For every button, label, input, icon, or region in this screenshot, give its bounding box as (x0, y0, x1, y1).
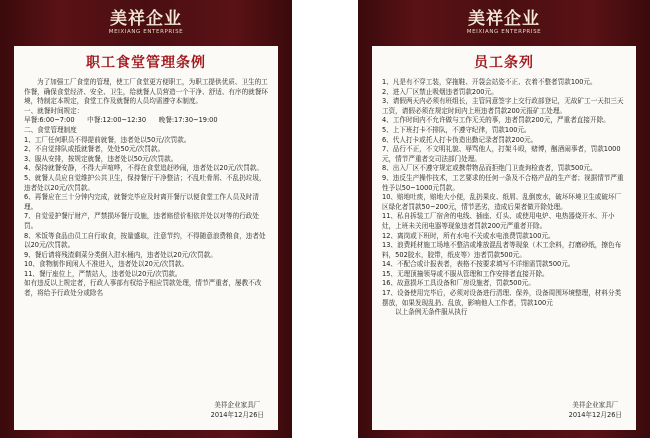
footer-organization: 美祥企业家具厂 (214, 401, 261, 409)
rule-paragraph: 如有违反以上规定者，行政人事部有权给予相应罚款处理，情节严重者，屡教不改者，将给予行政处分或除名 (24, 279, 262, 298)
rule-paragraph: 9、违反生产操作技术，工艺要求的任何一条及不合格产品的生产者；视据情节严重性予以50~1000元罚款。 (382, 173, 624, 192)
rule-paragraph: 12、离岗或下班时，所有水电不关或水电浪费罚款100元。 (382, 231, 555, 240)
document-footer (569, 400, 622, 420)
brand-logo-chinese: 美祥企业 (468, 9, 540, 29)
brand-logo-english: MEIXIANG ENTERPRISE (108, 29, 184, 35)
rule-paragraph: 13、浪费耗材施工场地不整洁或堆放混乱者等现象（木工余料，打磨砂纸，擦色布料，502胶水，胶带，纸皮等）违者罚款500元。 (382, 241, 622, 259)
footer-date: 2014年12月26日 (568, 411, 622, 419)
rule-paragraph: 1、凡是有不穿工装，穿拖鞋、开袋会站姿不正、衣着不整者罚款100元。 (382, 78, 597, 86)
rule-paragraph: 以上条例无条件服从执行 (395, 308, 468, 317)
rule-paragraph: 8、米饭等食品由员工自行取食，按量盛取，注意节约，不得随意浪费粮食，违者处以20元/次罚款。 (24, 231, 266, 250)
rule-paragraph: 17、设备使用完毕后，必须对设备进行清理、保养，设备周围环境整理，材料分类摆放，如果发现乱扔、乱放，影响他人工作者，罚款100元 (382, 289, 622, 307)
rule-paragraph: 16、故意损坏工具设备和厂房设施者，罚款500元。 (382, 279, 535, 288)
rule-paragraph: 4、保持就餐安静，不得大声喧哗，不得在食堂追赶吵闹，违者处以20元/次罚款。 (24, 164, 263, 173)
rule-paragraph: 10、食物制作间闲人不准进入，违者处以20元/次罚款。 (24, 260, 189, 269)
rule-paragraph: 6、代人打卡或托人打卡伪造出勤记录者罚款200元。 (382, 135, 538, 144)
document-sheet (14, 46, 278, 430)
rule-paragraph: 一、就餐时间规定： (24, 106, 84, 115)
rule-paragraph: 5、上下班打卡不排队，不遵守纪律，罚款100元。 (382, 125, 531, 134)
rule-paragraph: 3、服从安排，按规定就餐，违者处以50元/次罚款。 (24, 154, 178, 163)
rule-paragraph: 7、自觉爱护餐厅财产，严禁损坏餐厅设施，违者赔偿价相依并处以对等的行政处罚。 (24, 212, 259, 230)
document-footer (211, 400, 264, 420)
rule-paragraph: 3、请假两天内必须有班组长，主管同意签字上交行政部登记，无故矿工一天扣三天工资，请假必须在规定时间内上班违者罚款200元报矿工处理。 (382, 97, 624, 115)
rule-paragraph: 5、就餐人员应自觉维护公共卫生，保持餐厅干净整洁；不乱吐骨屑、不乱扔垃圾，违者处以20元/次罚款。 (24, 173, 266, 192)
rule-paragraph: 1、工厂任何职员不得提前就餐，违者处以50元/次罚款。 (24, 135, 191, 144)
rule-paragraph: 11、私自拆装工厂宿舍的电线、插座、灯头、或使用电炉、电热器烧开水、开小灶，上班未关闭电器等现象违者罚款200元严重者开除。 (382, 212, 615, 230)
document-body (372, 72, 636, 318)
poster-canteen-rules (0, 0, 292, 438)
rule-paragraph: 为了加强工厂食堂的管理，使工厂食堂更方便职工，为职工提供优质、卫生的工作餐，确保食堂经济、安全、卫生，给就餐人员营造一个干净、舒适、有序的就餐环境，特制定本规定，食堂工作及就餐的人员均需遵守本制度。 (24, 78, 268, 106)
rule-paragraph: 4、工作时间内不允许做与工作无关的事，违者罚款200元，严重者直接开除。 (382, 116, 610, 125)
rule-paragraph: 9、餐后请将残渣剩菜分类倒入泔水桶内，违者处以20元/次罚款。 (24, 250, 217, 259)
poster-employee-rules (358, 0, 650, 438)
brand-logo-english: MEIXIANG ENTERPRISE (466, 29, 542, 35)
document-sheet (372, 46, 636, 430)
document-body (14, 72, 278, 299)
footer-organization: 美祥企业家具厂 (572, 401, 619, 409)
brand-header (358, 9, 650, 36)
rule-paragraph: 6、再餐应在三十分钟内完成，就餐完毕应及时离开餐厅以便食堂工作人员及时清理。 (24, 193, 259, 211)
brand-header (0, 9, 292, 36)
rule-paragraph: 15、无理顶撞领导或不服从管理和工作安排者直接开除。 (382, 269, 549, 278)
rule-paragraph: 10、赔地吐痰，赔地大小便，乱扔果皮、纸屑、乱倒废水，破坏环境卫生或破坏厂区绿化者罚款50~200元，情节恶劣，造成后果者做开除处理。 (382, 193, 622, 211)
brand-logo-chinese: 美祥企业 (110, 9, 182, 29)
rule-paragraph: 早餐:6:00~7:00 中餐:12:00~12:30 晚餐:17:30~19:00 (24, 116, 218, 125)
rule-paragraph: 8、出入厂区不遵守规定或携带物品而拒绝门卫查询检查者，罚款500元。 (382, 164, 597, 173)
rule-paragraph: 二、食堂管理制度 (24, 125, 77, 134)
rule-paragraph: 11、餐厅座位上，严禁站人，违者处以20元/次罚款。 (24, 269, 182, 278)
document-title: 员工条列 (474, 55, 534, 71)
rule-paragraph: 7、品行不正，不文明礼貌、辱骂他人，打架斗殴，赌博，酗酒闹事者，罚款1000元，情节严重者交司法部门处理。 (382, 145, 621, 163)
rule-paragraph: 2、进入厂区禁止吸烟违者罚款200元。 (382, 87, 498, 96)
rule-paragraph: 2、不自觉排队或抵就餐者，处处50元/次罚款。 (24, 145, 165, 154)
document-title: 职工食堂管理条例 (86, 55, 206, 71)
footer-date: 2014年12月26日 (210, 411, 264, 419)
rule-paragraph: 14、不配合或计报表者，表格不按要求填写不详细需罚款500元。 (382, 260, 575, 269)
